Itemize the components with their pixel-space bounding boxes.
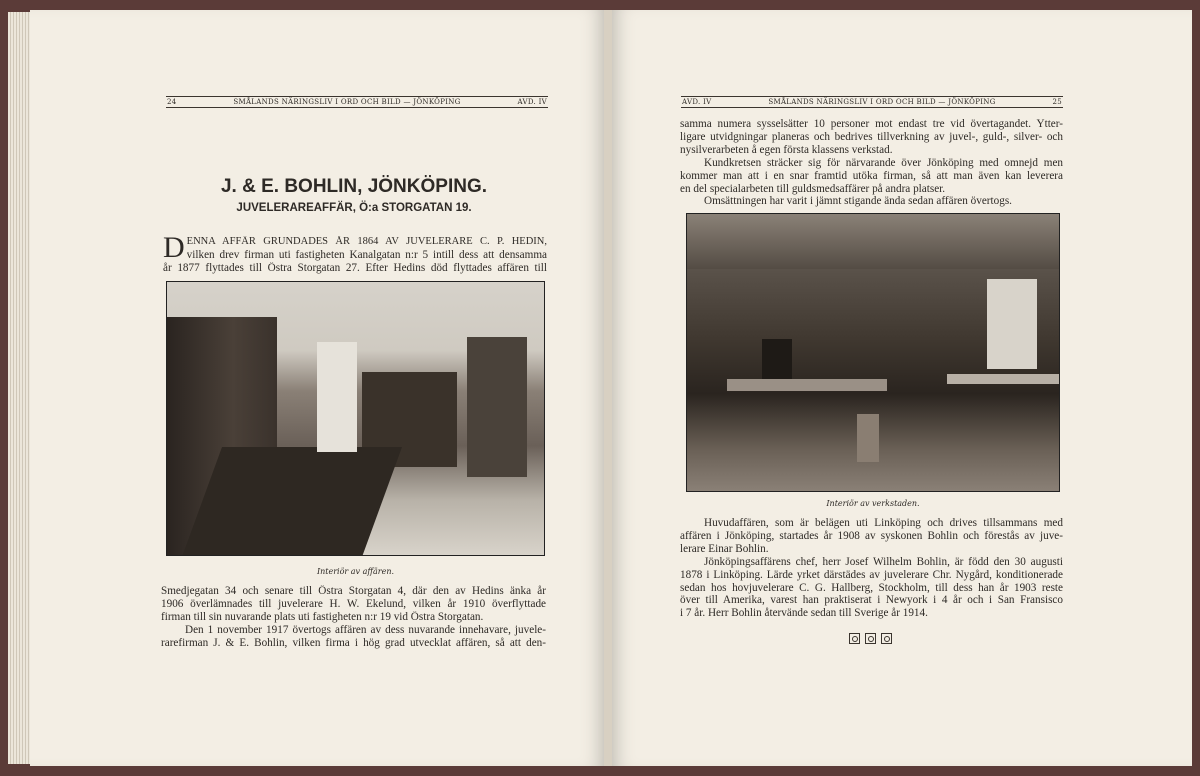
store-photo-caption: Interiör av affären. [316,567,395,576]
ornament-divider [849,633,892,644]
text-line: vilken drev firman uti fastigheten Kanalgatan n:r 5 intill dess att densamma [186,248,547,261]
text-line: samma numera sysselsätter 10 personer mot endast tre vid övertagandet. Ytter- [680,118,1063,130]
workshop-photo-caption: Interiör av verkstaden. [826,499,920,508]
section-label: AVD. IV [682,98,712,106]
text-line: affären i Jönköping, startades år 1908 av syskonen Bohlin och förestås av juve- [680,529,1063,542]
text-line: i 7 år. Herr Bohlin återvände sedan till Sverige år 1914. [680,607,928,620]
text-line: Omsättningen har varit i jämnt stigande ända sedan affären övertogs. [704,195,1012,208]
section-label: AVD. IV [517,98,547,106]
text-line: Kundkretsen sträcker sig för närvarande över Jönköping med omnejd men [704,156,1063,169]
gutter [604,10,612,766]
drop-cap: D [163,231,185,264]
store-interior-photo [166,281,545,556]
text-line: 1906 överlämnades till juvelerare H. W. Ekelund, vilken år 1910 överflyttade [161,597,546,610]
text-line: ENNA AFFÄR GRUNDADES ÅR 1864 AV JUVELERARE C. P. HEDIN, [186,236,547,247]
text-line: Den 1 november 1917 övertogs affären av dess nuvarande innehavare, juvele- [185,623,546,636]
ornament-icon [881,633,892,644]
text-line: sedan hos hovjuvelerare C. G. Hallberg, Stockholm, till dess han år 1903 reste [680,581,1063,594]
text-line: Huvudaffären, som är belägen uti Linköping och drives tillsammans med [704,517,1063,529]
text-line: ligare utvidgningar planeras och bedrives tillverkning av juvel-, guld-, silver- och [680,130,1063,143]
text-line: lerare Einar Bohlin. [680,542,769,555]
right-top-text [680,118,1063,208]
right-bottom-text [680,517,1063,620]
article-subtitle: JUVELERAREAFFÄR, Ö:a STORGATAN 19. [236,202,472,214]
running-title: SMÅLANDS NÄRINGSLIV I ORD OCH BILD — JÖNKÖPING [768,98,996,106]
text-line: Smedjegatan 34 och senare till Östra Storgatan 4, där den av Hedins änka år [161,585,546,597]
text-line: rarefirman J. & E. Bohlin, vilken firma i hög grad utvecklat affären, så att den- [161,636,546,649]
text-line: år 1877 flyttades till Östra Storgatan 27. Efter Hedins död flyttades affären till [163,261,547,274]
text-line: Jönköpingsaffärens chef, herr Josef Wilhelm Bohlin, är född den 30 augusti [704,555,1063,568]
page-number: 24 [167,98,177,106]
article-title: J. & E. BOHLIN, JÖNKÖPING. [220,176,488,197]
text-line: nysilverarbeten å egen första klassens verkstad. [680,143,893,156]
running-title: SMÅLANDS NÄRINGSLIV I ORD OCH BILD — JÖNKÖPING [233,98,461,106]
text-line: firman till sin nuvarande plats uti fastigheten n:r 19 vid Östra Storgatan. [161,610,484,623]
ornament-icon [849,633,860,644]
right-running-header [681,96,1063,108]
text-line: en del specialarbeten till guldsmedsaffärer på andra platser. [680,182,946,195]
ornament-icon [865,633,876,644]
intro-paragraph [163,231,547,275]
text-line: kommer man att i en snar framtid utöka firman, så att man även kan leverera [680,169,1063,182]
text-line: över till Amerika, varest han praktiserat i Newyork i 4 år och i San Fransisco [680,594,1063,607]
page-number: 25 [1052,98,1062,106]
left-body-text [161,585,546,650]
left-running-header [166,96,548,108]
text-line: 1878 i Linköping. Lärde yrket därstädes av juvelerare Chr. Nygård, konditionerade [680,568,1063,581]
workshop-interior-photo [686,213,1060,492]
